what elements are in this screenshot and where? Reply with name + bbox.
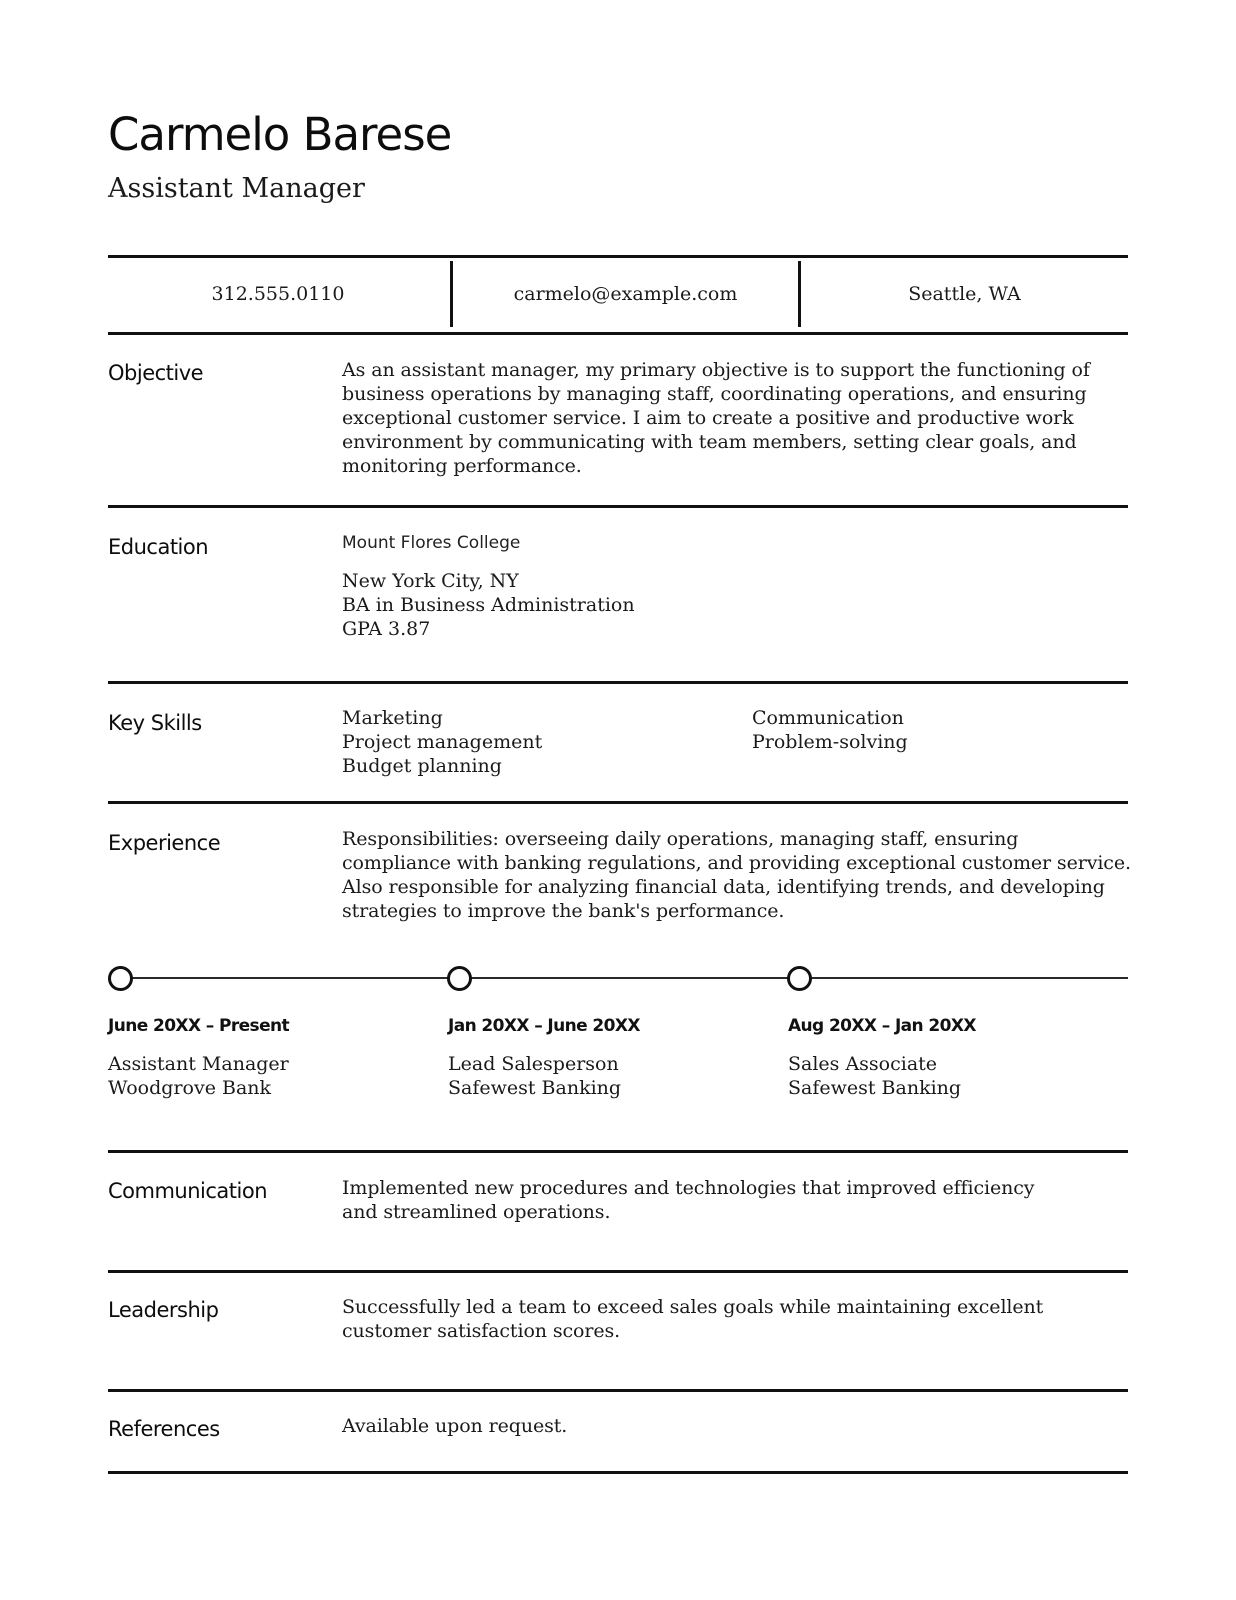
section-label-objective: Objective bbox=[108, 361, 204, 385]
section-label-education: Education bbox=[108, 535, 209, 559]
skill-item: Communication bbox=[752, 707, 904, 729]
section-label-leadership: Leadership bbox=[108, 1298, 219, 1322]
job-title: Lead Salesperson bbox=[448, 1053, 619, 1075]
skill-item: Budget planning bbox=[342, 755, 502, 777]
divider bbox=[108, 1471, 1128, 1474]
job-dates: Jan 20XX – June 20XX bbox=[448, 1016, 640, 1036]
job-company: Safewest Banking bbox=[788, 1077, 962, 1099]
contact-location: Seattle, WA bbox=[908, 283, 1021, 305]
leadership-text: Successfully led a team to exceed sales goals while maintaining excellent customer satisfaction scores. bbox=[342, 1296, 1044, 1342]
divider bbox=[108, 505, 1128, 508]
job-dates: Aug 20XX – Jan 20XX bbox=[788, 1016, 976, 1036]
skill-item: Project management bbox=[342, 731, 543, 753]
skill-item: Problem-solving bbox=[752, 731, 908, 753]
divider bbox=[108, 1270, 1128, 1273]
education-degree: BA in Business Administration bbox=[342, 594, 635, 616]
objective-text: As an assistant manager, my primary objective is to support the functioning of business operations by managing staff, coordinating operations, and ensuring exceptional customer service. I aim to create a positive and productive work environment by communicating with team members, setting clear goals, and monitoring performance. bbox=[342, 359, 1090, 477]
divider bbox=[108, 681, 1128, 684]
section-label-communication: Communication bbox=[108, 1179, 268, 1203]
divider bbox=[108, 255, 1128, 258]
timeline-marker bbox=[447, 966, 472, 991]
communication-text: Implemented new procedures and technologies that improved efficiency and streamlined operations. bbox=[342, 1177, 1035, 1223]
timeline-line bbox=[120, 977, 1128, 979]
job-title: Assistant Manager bbox=[108, 1053, 289, 1075]
skill-item: Marketing bbox=[342, 707, 443, 729]
job-company: Woodgrove Bank bbox=[108, 1077, 272, 1099]
candidate-name: Carmelo Barese bbox=[108, 108, 452, 161]
job-dates: June 20XX – Present bbox=[108, 1016, 290, 1036]
section-label-skills: Key Skills bbox=[108, 711, 202, 735]
education-location: New York City, NY bbox=[342, 570, 519, 592]
education-college: Mount Flores College bbox=[342, 533, 521, 553]
contact-phone: 312.555.0110 bbox=[211, 283, 345, 305]
section-label-experience: Experience bbox=[108, 831, 221, 855]
timeline-marker bbox=[787, 966, 812, 991]
education-gpa: GPA 3.87 bbox=[342, 618, 431, 640]
experience-text: Responsibilities: overseeing daily operations, managing staff, ensuring compliance with banking regulations, and providing exceptional customer service. Also responsible for analyzing financial data, identifying trends, and developing strategies to improve the bank's performance. bbox=[342, 828, 1131, 922]
divider bbox=[108, 1150, 1128, 1153]
divider bbox=[108, 801, 1128, 804]
references-text: Available upon request. bbox=[342, 1415, 568, 1437]
timeline-marker bbox=[108, 966, 133, 991]
section-label-references: References bbox=[108, 1417, 220, 1441]
contact-email: carmelo@example.com bbox=[513, 283, 738, 305]
divider bbox=[108, 1389, 1128, 1392]
candidate-role: Assistant Manager bbox=[108, 173, 365, 204]
job-title: Sales Associate bbox=[788, 1053, 938, 1075]
job-company: Safewest Banking bbox=[448, 1077, 622, 1099]
divider bbox=[108, 332, 1128, 335]
